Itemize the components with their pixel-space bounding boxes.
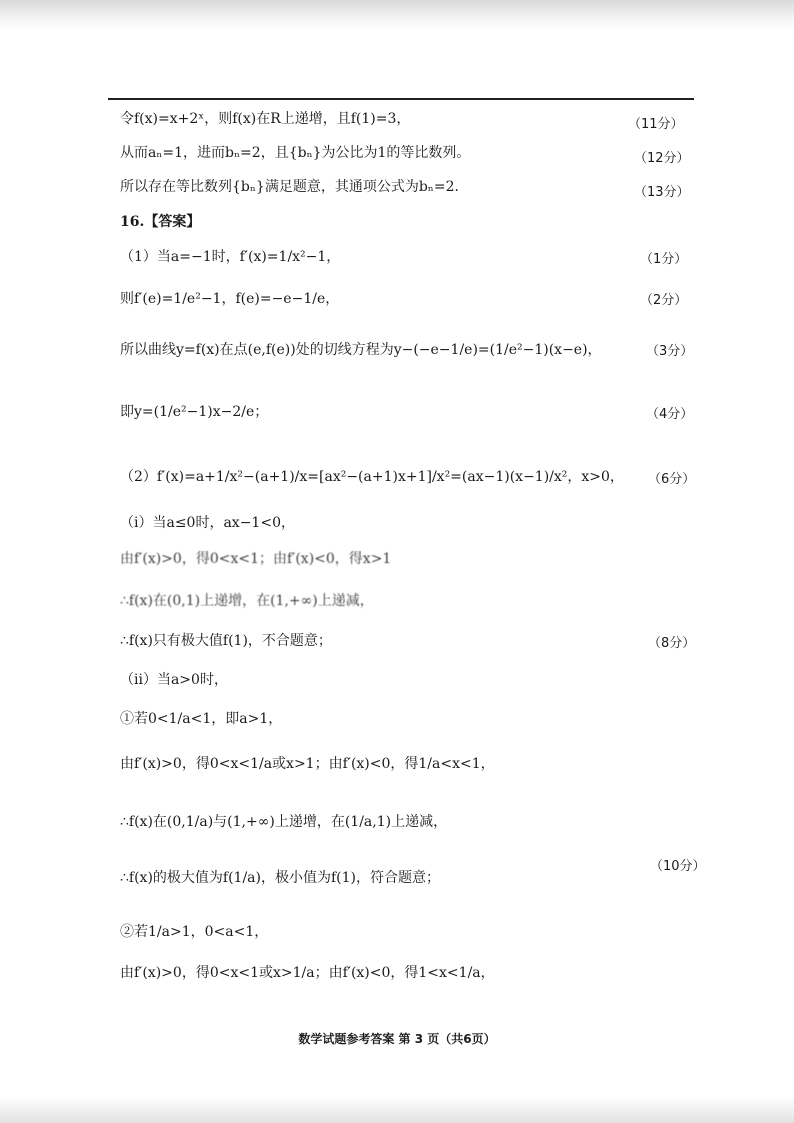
score-label: （10分） (650, 859, 706, 874)
text-line: ①若0<1/a<1，即a>1， (120, 711, 283, 727)
header-rule (108, 98, 694, 100)
text-line: 则f′(e)=1/e²−1，f(e)=−e−1/e， (120, 291, 340, 307)
score-label: （4分） (646, 407, 694, 422)
score-label: （2分） (640, 293, 688, 308)
score-label: （8分） (648, 636, 696, 651)
text-line: ②若1/a>1，0<a<1， (120, 924, 269, 940)
text-line: （1）当a=−1时，f′(x)=1/x²−1， (120, 249, 341, 265)
score-label: （6分） (648, 472, 696, 487)
score-label: （11分） (628, 117, 684, 132)
text-line: 由f′(x)>0，得0<x<1；由f′(x)<0，得x>1 (120, 551, 392, 567)
scan-edge-top (0, 0, 794, 30)
text-line: 由f′(x)>0，得0<x<1/a或x>1；由f′(x)<0，得1/a<x<1， (120, 756, 495, 772)
text-line: 所以存在等比数列{bₙ}满足题意，其通项公式为bₙ=2． (120, 179, 469, 195)
text-line: 所以曲线y=f(x)在点(e,f(e))处的切线方程为y−(−e−1/e)=(1/e²−1)(x−e)， (120, 342, 602, 358)
page-footer: 数学试题参考答案 第 3 页（共6页） (298, 1032, 496, 1046)
question-heading: 16.【答案】 (120, 214, 201, 230)
score-label: （12分） (634, 151, 690, 166)
text-line: 令f(x)=x+2ˣ，则f(x)在R上递增，且f(1)=3， (120, 111, 411, 127)
text-line: ∴f(x)的极大值为f(1/a)，极小值为f(1)，符合题意； (120, 870, 440, 886)
text-line: ∴f(x)只有极大值f(1)，不合题意； (120, 633, 332, 649)
text-line: （ii）当a>0时， (120, 672, 228, 688)
text-line: ∴f(x)在(0,1)上递增，在(1,+∞)上递减， (120, 593, 374, 609)
text-line: 从而aₙ=1，进而bₙ=2，且{bₙ}为公比为1的等比数列。 (120, 145, 471, 161)
text-line: （2）f′(x)=a+1/x²−(a+1)/x=[ax²−(a+1)x+1]/x²=(ax−1)(x−1)/x²，x>0， (120, 469, 624, 485)
score-label: （3分） (646, 344, 694, 359)
text-line: 由f′(x)>0，得0<x<1或x>1/a；由f′(x)<0，得1<x<1/a， (120, 965, 495, 981)
score-label: （1分） (640, 252, 688, 267)
text-line: ∴f(x)在(0,1/a)与(1,+∞)上递增，在(1/a,1)上递减， (120, 814, 448, 830)
scan-edge-bottom (0, 1096, 794, 1123)
text-line: 即y=(1/e²−1)x−2/e； (120, 404, 269, 420)
score-label: （13分） (634, 185, 690, 200)
text-line: （i）当a≤0时，ax−1<0， (120, 515, 295, 531)
